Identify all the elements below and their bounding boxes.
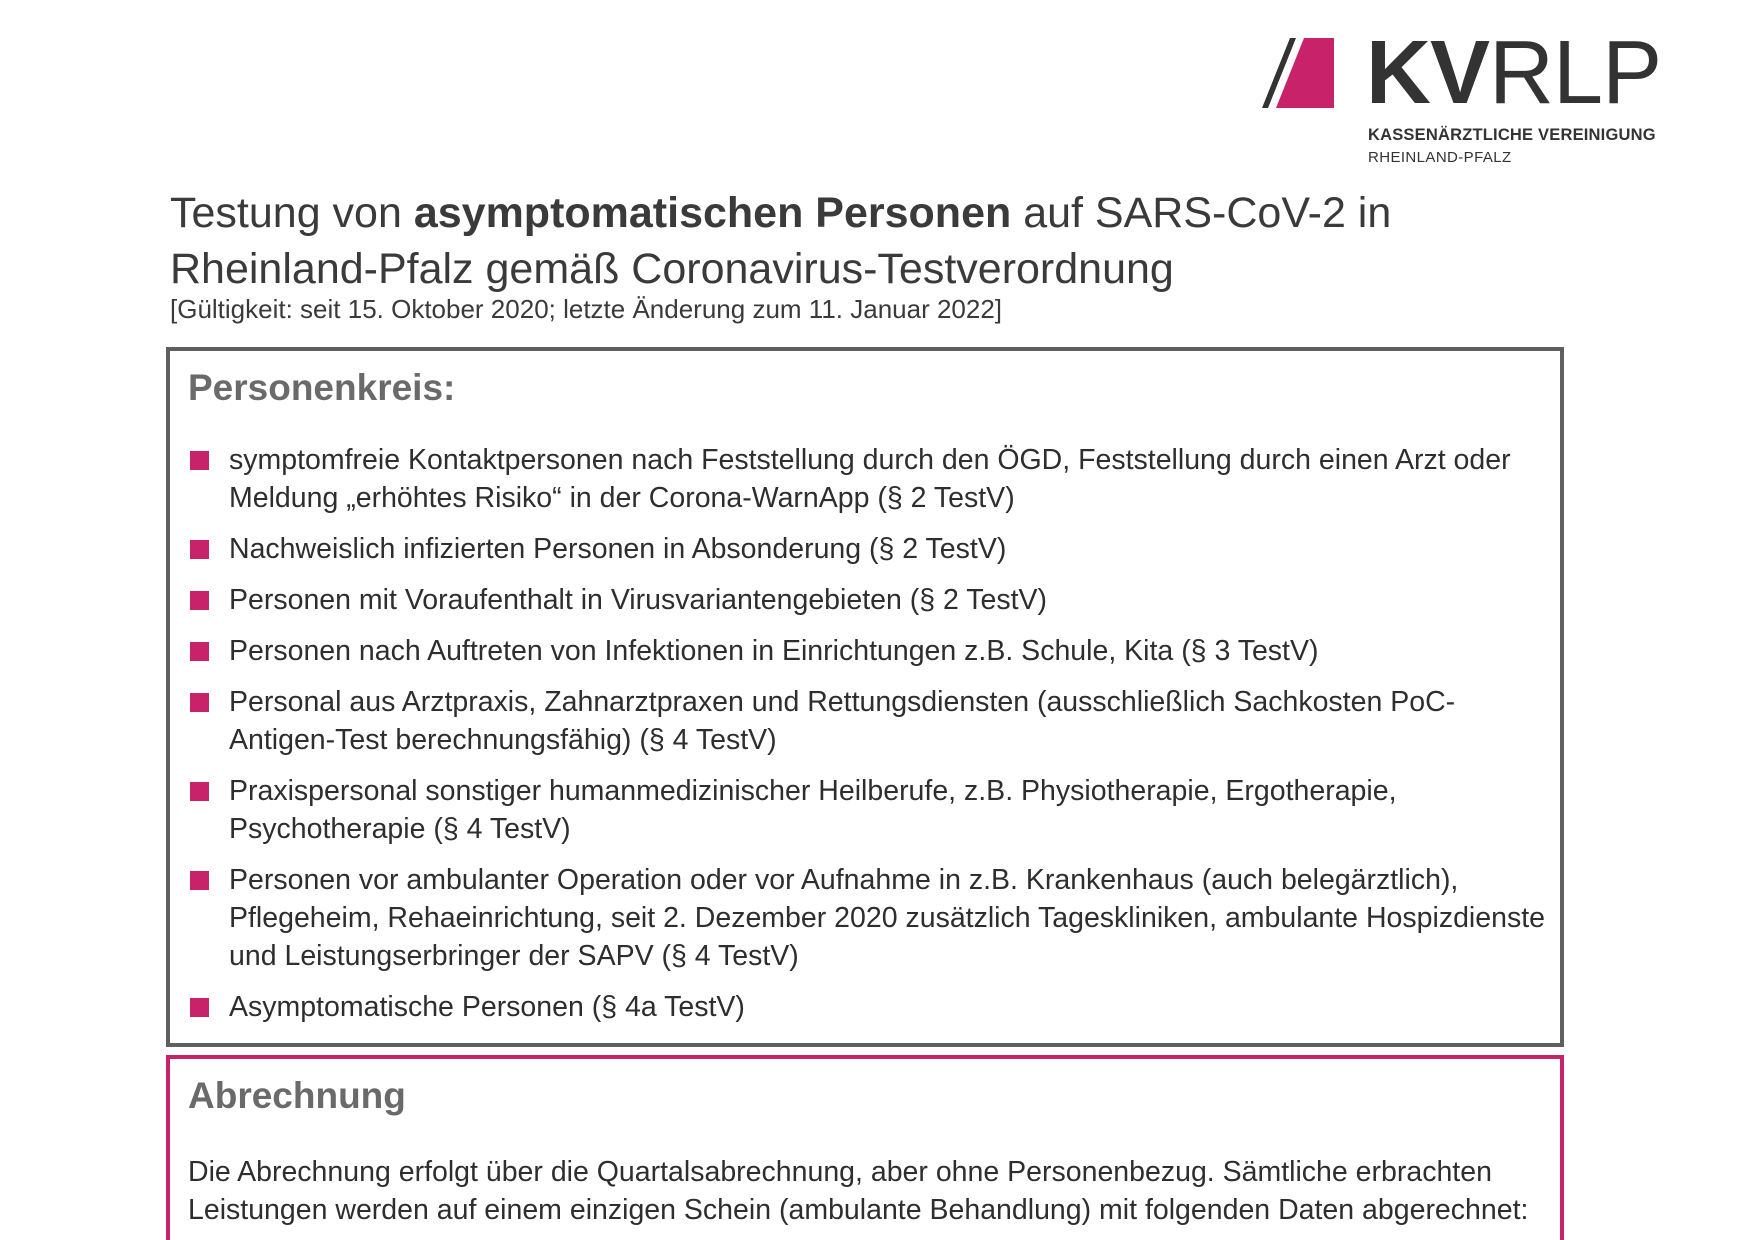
list-item xyxy=(190,581,1550,619)
logo-subtitle-organization: KASSENÄRZTLICHE VEREINIGUNG xyxy=(1368,126,1656,144)
bullet-square-icon xyxy=(190,540,209,559)
title-part-1: Testung von xyxy=(170,189,414,237)
list-item xyxy=(190,441,1550,517)
logo-mark-icon xyxy=(1262,38,1334,108)
list-item xyxy=(190,530,1550,568)
list-item-text: Personal aus Arztpraxis, Zahnarztpraxen und Rettungsdiensten (ausschließlich Sachkosten PoC-Antigen-Test berechnungsfähig) (§ 4 TestV) xyxy=(229,686,1456,756)
list-item-text: Praxispersonal sonstiger humanmedizinischer Heilberufe, z.B. Physiotherapie, Ergotherapie, Psychotherapie (§ 4 TestV) xyxy=(229,775,1397,845)
bullet-square-icon xyxy=(190,871,209,890)
validity-note: [Gültigkeit: seit 15. Oktober 2020; letzte Änderung zum 11. Januar 2022] xyxy=(170,294,1003,324)
title-part-2: auf SARS-CoV-2 in Rheinland-Pfalz gemäß Coronavirus-Testverordnung xyxy=(170,189,1392,293)
list-item-text: Nachweislich infizierten Personen in Absonderung (§ 2 TestV) xyxy=(229,533,1007,565)
logo-subtitle-region: RHEINLAND-PFALZ xyxy=(1368,149,1512,166)
list-item-text: Asymptomatische Personen (§ 4a TestV) xyxy=(229,991,745,1023)
abrechnung-text: Die Abrechnung erfolgt über die Quartalsabrechnung, aber ohne Personenbezug. Sämtliche erbrachten Leistungen werden auf einem einzigen Schein (ambulante Behandlung) mit folgenden Daten abgerechnet: xyxy=(188,1156,1529,1226)
bullet-square-icon xyxy=(190,998,209,1017)
list-item-text: Personen mit Voraufenthalt in Virusvariantengebieten (§ 2 TestV) xyxy=(229,584,1048,616)
bullet-square-icon xyxy=(190,693,209,712)
list-item xyxy=(190,683,1550,759)
logo-wordmark xyxy=(1366,23,1662,123)
logo-word-kv: KV xyxy=(1366,23,1490,123)
personenkreis-list xyxy=(190,441,1550,1039)
kvrlp-logo xyxy=(1262,23,1662,174)
bullet-square-icon xyxy=(190,782,209,801)
bullet-square-icon xyxy=(190,451,209,470)
abrechnung-heading: Abrechnung xyxy=(188,1075,406,1116)
list-item xyxy=(190,632,1550,670)
personenkreis-heading: Personenkreis: xyxy=(188,367,456,408)
document-title xyxy=(170,185,1570,297)
list-item-text: Personen nach Auftreten von Infektionen in Einrichtungen z.B. Schule, Kita (§ 3 TestV) xyxy=(229,635,1319,667)
title-bold-part: asymptomatischen Personen xyxy=(413,189,1012,237)
list-item xyxy=(190,861,1550,975)
personenkreis-box xyxy=(166,347,1564,1047)
list-item xyxy=(190,988,1550,1026)
list-item xyxy=(190,772,1550,848)
list-item-text: symptomfreie Kontaktpersonen nach Feststellung durch den ÖGD, Feststellung durch einen Arzt oder Meldung „erhöhtes Risiko“ in der Corona-WarnApp (§ 2 TestV) xyxy=(229,444,1511,514)
abrechnung-box xyxy=(166,1055,1564,1240)
logo-word-rlp: RLP xyxy=(1489,23,1662,123)
list-item-text: Personen vor ambulanter Operation oder vor Aufnahme in z.B. Krankenhaus (auch belegärztlich), Pflegeheim, Rehaeinrichtung, seit 2. Dezember 2020 zusätzlich Tageskliniken, ambulante Hospizdienste und Leistungserbringer der SAPV (§ 4 TestV) xyxy=(229,864,1545,972)
bullet-square-icon xyxy=(190,591,209,610)
bullet-square-icon xyxy=(190,642,209,661)
